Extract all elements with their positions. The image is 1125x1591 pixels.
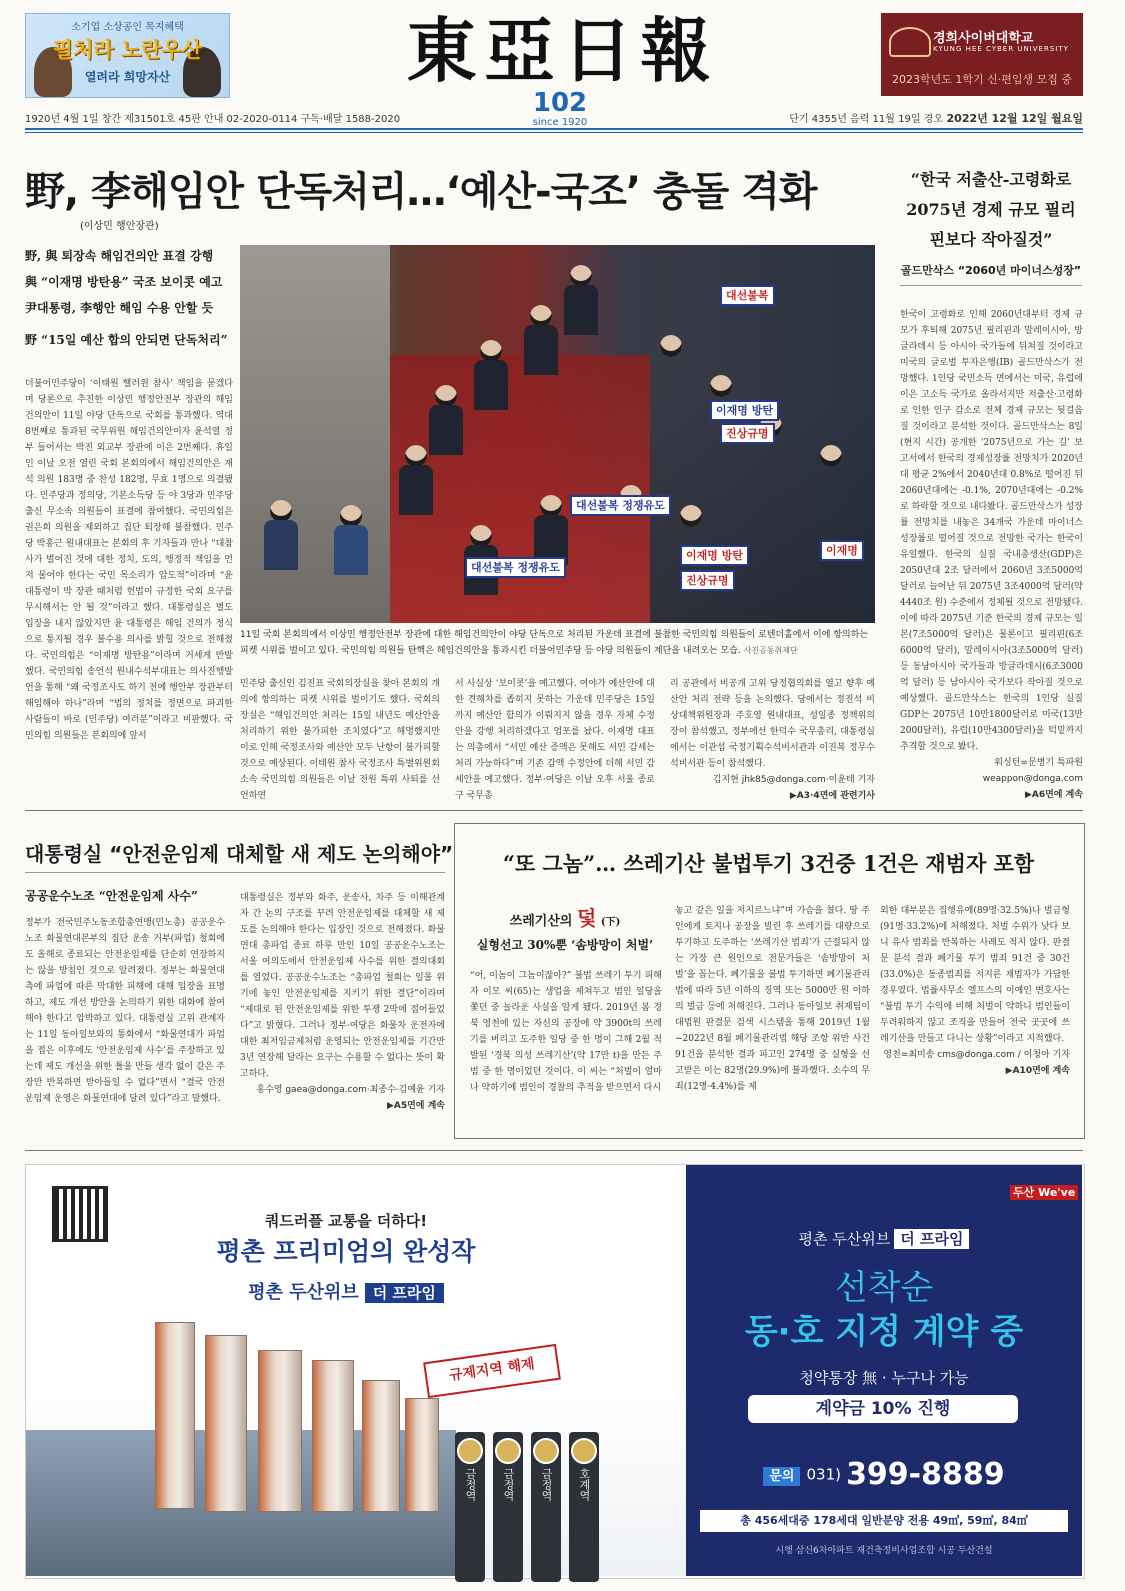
ad-right-line1 [686,1228,1082,1249]
ad-building [205,1335,247,1512]
protest-sign: 이재명 [820,540,864,561]
right-story-text: 한국이 고령화로 인해 2060년대부터 경제 규모가 후퇴해 2075년 필리핀과 말레이시아, 방글라데시 등 아시아 국가들에 뒤쳐질 것이라고 미국의 글로벌 투자은행(IB) 골드만삭스가 전망했다. 1인당 국민소득 면에서는 미국, 유럽에 이은 고소득 국가로 올라서지만 저출산·고령화로 인한 인구 감소로 전체 경제 규모는 뒷걸음질 것이라고 분석한 것이다. 골드만삭스는 8일(현지 시간) 공개한 ‘2075년으로 가는 길’ 보고서에서 한국의 경제성장률 전망치가 2020년대 평균 2%에서 2040년대 0.8%로 떨어진 뒤 2060년대에는 -0.1%, 2070년대에는 -0.2%로 하락할 것으로 내다봤다. 골드만삭스가 성장률 전망치를 내놓은 34개국 가운데 마이너스 성장률로 떨어질 것으로 전망한 국가는 한국이 유일했다. 한국의 실질 국내총생산(GDP)은 2050년대 2조 달러에서 2060년 3조5000억 달러로 늘어난 뒤 2075년 3조4000억 달러(약 4440조 원) 수준에서 정체될 것으로 전망됐다. 이에 따라 2075년 기준 한국의 경제 규모는 일본(7조5000억 달러)은 물론이고 필리핀(6조6000억 달러), 말레이시아(3조5000억 달러) 등 동남아시아 국가들과 방글라데시(6조3000억 달러) 등 남아시아 국가보다 작아질 것으로 예상했다. 골드만삭스는 한국의 1인당 실질 GDP는 2075년 10만1800달러로 미국(13만2000달러), 유럽(10만4300달러)을 턱밑까지 추격할 것으로 봤다. [900,310,1083,752]
ad-university-name: 경희사이버대학교 [933,31,1034,46]
story2-byline: 홍수영 gaea@donga.com·최종수·김예윤 기자 [256,1085,445,1095]
ad-university-name-en: KYUNG HEE CYBER UNIVERSITY [933,45,1069,53]
lead-subhead: 野 “15일 예산 합의 안되면 단독처리” [25,333,228,347]
station-name: 호계역 [578,1468,591,1501]
lead-photo-caption [240,628,875,659]
ad-phone-number[interactable]: 399-8889 [846,1457,1005,1492]
ad-right-line2: 선착순 [834,1268,934,1308]
right-story-headline[interactable]: “한국 저출산-고령화로 2075년 경제 규모 필리핀보다 작아질것” [906,170,1076,249]
story3-sub: 실형선고 30%뿐 ‘솜방망이 처벌’ [476,938,654,952]
story2-rule [25,872,445,873]
person-head [405,445,427,467]
masthead-rule [25,128,1083,130]
protest-sign: 대선불복 [720,285,775,306]
ad-building [312,1360,354,1512]
ad-top-right[interactable] [881,13,1083,96]
ad-right-line3: 동·호 지정 계약 중 [744,1312,1024,1352]
story2-col2 [240,890,445,1114]
ad-right-line4: 청약통장 無 · 누구나 가능 [799,1369,969,1387]
ad-top-left[interactable] [25,13,230,98]
ad-right-line8: 시행 삼신6차아파트 재건축정비사업조합 시공 두산건설 [775,1546,993,1556]
dateline-date: 2022년 12월 12일 월요일 [946,112,1083,125]
person-body [399,465,433,515]
lead-photo[interactable] [240,245,875,623]
person-head [820,445,842,467]
section-rule [25,810,1083,811]
right-story-body [900,307,1083,803]
protest-sign: 이재명 방탄 [710,400,779,421]
protest-sign: 대선불복 정쟁유도 [570,495,671,516]
ad-right-line1-text: 평촌 두산위브 [798,1230,891,1248]
anniversary-number: 102 [532,88,588,118]
station-name: 금정역 [502,1468,515,1501]
right-story-sub: 골드만삭스 “2060년 마이너스성장” [900,264,1082,277]
person-head [680,505,702,527]
right-story-byline: 워싱턴=문병기 특파원 weappon@donga.com [982,758,1083,784]
person-body [474,360,508,410]
lead-body-col3: 서 사실상 ‘보이콧’을 예고했다. 여야가 예산안에 대한 견해차를 좁히지 못하는 가운데 민주당은 15일까지 예산안 합의가 이뤄지지 않을 경우 자체 수정안을 강행 처리하겠다고 엄포를 놨다. 이재명 대표는 의총에서 “서민 예산 증액은 못해도 서민 감세는 처리 가능하다”며 기존 감액 수정안에 더해 서민 감세안을 예고했다. 정부·여당은 이날 오후 서울 종로구 국무총 [455,679,655,801]
lead-head-note: (이상민 행안장관) [80,221,159,232]
right-story-rule [900,285,1082,286]
story2-sub: 공공운수노조 “안전운임제 사수” [25,889,198,903]
ad-top-left-line3: 열려라 희망자산 [84,70,171,84]
story2-headline[interactable]: 대통령실 “안전운임제 대체할 새 제도 논의해야” [25,842,454,866]
station-marker [531,1432,561,1582]
person-head [710,375,732,397]
story3-ref-link[interactable]: ▶A10면에 계속 [1005,1066,1070,1076]
brand-logo [1010,1184,1078,1200]
ad-building [258,1350,302,1512]
ad-top-left-line1: 소기업 소상공인 목지혜택 [71,22,184,33]
anniversary-since: since 1920 [532,117,588,128]
person-head [340,505,362,527]
station-dot-icon [495,1438,521,1464]
ad-university-notice: 2023학년도 1학기 신·편입생 모집 중 [892,73,1072,86]
lead-ref-link[interactable]: ▶A3·4면에 관련기사 [789,791,875,801]
lead-body-col2: 민주당 출신인 김진표 국회의장실을 찾아 본회의 개의에 항의하는 피켓 시위를 벌이기도 했다. 국회의장실은 “해임건의안 처리는 15일 내년도 예산안을 처리하기 위한 불가피한 조치였다”고 해명했지만 이로 인해 국정조사와 예산안 모두 난항이 불가피할 것으로 예상된다. 이태원 참사 국정조사 특별위원회 소속 국민의힘 의원들은 이날 전원 특위 사퇴를 선언하면 [240,679,440,801]
person-head [435,385,457,407]
caption-text: 11일 국회 본회의에서 이상민 행정안전부 장관에 대한 해임건의안이 야당 단독으로 처리된 가운데 표결에 불참한 국민의힘 의원들이 로텐더홀에서 이에 항의하는 피켓 시위를 벌이고 있다. 국민의힘 의원들 탄핵은 해임건의안을 통과시킨 더불어민주당 등 야당 의원들이 계단을 내려오는 모습. [240,630,869,656]
lead-subheads [25,243,233,353]
lead-subhead: 與 “이재명 방탄용” 국조 보이콧 예고 [25,275,223,289]
lead-headline[interactable]: 野, 李해임안 단독처리…‘예산-국조’ 충돌 격화 [25,169,817,215]
person-body [334,525,368,575]
story3-col1: “어, 이놈이 그놈이잖아?” 불법 쓰레기 투기 피해자 이모 씨(65)는 생업을 제쳐두고 범인 일당을 쫓던 중 놀라운 사실을 알게 됐다. 2019년 봄 경북 영천에 있는 자신의 공장에 약 3900t의 쓰레기를 버리고 도주한 일당 중 한 명이 그해 2월 적발된 ‘경북 의성 쓰레기산’(약 17만 t)을 만든 주범 중 한 명이었던 것이다. 이 씨는 “처벌이 얼마나 약하기에 범인이 경찰의 추적을 받으면서 다시 [470,971,662,1093]
series-post: (下) [600,917,621,928]
series-word: 덫 [577,906,597,930]
story3-col3-text: 외한 대부분은 집행유예(89명·32.5%)나 벌금형(91명·33.2%)에 처해졌다. 처벌 수위가 낮다 보니 유사 범죄를 반복하는 사례도 적지 않다. 판결문 분석 결과 폐기물 투기 범죄 91건 중 30건(33.0%)은 동종범죄를 저지른 재범자가 가담한 경우였다. 법률사무소 엘프스의 이예인 변호사는 “불법 투기 수익에 비해 처벌이 약하니 범인들이 두려워하지 않고 조직을 만들어 전국 곳곳에 쓰레기산을 만들고 다니는 상황”이라고 지적했다. [880,906,1070,1044]
story3-col2: 놓고 같은 일을 저지르느냐”며 가슴을 쳤다. 땅 주인에게 토지나 공장을 빌린 후 쓰레기를 대량으로 투기하고 도주하는 ‘쓰레기산 범죄’가 근절되지 않는 가장 큰 원인으로 전문가들은 ‘솜방망이 처벌’을 꼽는다. 폐기물을 불법 투기하면 폐기물관리법에 따라 5년 이하의 징역 또는 5000만 원 이하의 벌금 등에 처해진다. 그러나 동아일보 취재팀이 대법원 판결문 검색 시스템을 통해 2019년 1월~2022년 8월 폐기물관리법 해당 조항 위반 사건 91건을 분석한 결과 피고인 274명 중 실형을 선고받은 이는 82명(29.9%)에 불과했다. 소수의 무죄(12명·4.4%)를 제 [675,906,870,1092]
right-story-ref-link[interactable]: ▶A6면에 계속 [1024,790,1083,800]
person-head [570,265,592,287]
person-head [270,500,292,522]
brand-logo-text: 두산 We've [1010,1185,1078,1200]
station-dot-icon [457,1438,483,1464]
station-marker [569,1432,599,1582]
story3-headline[interactable]: “또 그놈”… 쓰레기산 불법투기 3건중 1건은 재범자 포함 [502,851,1035,876]
series-pre: 쓰레기산의 [509,914,573,929]
dateline-lunar: 단기 4355년 음력 11월 19일 경오 [789,114,943,125]
ad-line1: 쿼드러플 교통을 더하다! [264,1212,428,1230]
ad-area-code: 031) [806,1465,841,1484]
lead-subhead: 尹대통령, 李행안 해임 수용 안할 듯 [25,301,214,315]
university-emblem-icon [889,27,931,57]
lead-col4-text: 리 공관에서 비공개 고위 당정협의회를 열고 향후 예산안 처리 전략 등을 논의했다. 당에서는 정진석 비상대책위원장과 주호영 원내대표, 성일종 정책위의장이 참석했고, 정부에선 한덕수 국무총리, 대통령실에서는 이관섭 국정기획수석비서관과 이진복 정무수석비서관 등이 참석했다. [670,679,875,769]
ad-phone-line[interactable] [686,1457,1082,1492]
person-body [564,285,598,335]
person-body [264,520,298,570]
ad-building [362,1380,400,1512]
ad-building [155,1322,195,1509]
protest-sign: 진상규명 [680,570,735,591]
ad-line2: 평촌 프리미엄의 완성작 [216,1237,476,1266]
masthead-rule-thin [25,132,1083,133]
ad-line3-tag: 더 프라임 [365,1283,444,1303]
person-head [660,335,682,357]
person-body [524,325,558,375]
station-name: 금정역 [540,1468,553,1501]
person-head [480,340,502,362]
ad-inquiry-label: 문의 [763,1467,800,1486]
station-name: 금정역 [464,1468,477,1501]
lead-byline: 김지현 jhk85@donga.com·이윤태 기자 [712,775,875,785]
station-dot-icon [571,1438,597,1464]
story3-byline: 영천=최미송 cms@donga.com / 이청아 기자 [883,1050,1070,1060]
ad-rule [25,1150,1083,1151]
ad-top-left-line2: 필처라 노란우산 [52,38,203,62]
person-head [470,525,492,547]
story3-col3 [880,903,1070,1079]
photo-credit: 사진공동취재단 [743,646,798,655]
dateline-left: 1920년 4월 1일 창간 제31501호 45판 안내 02-2020-0114 구독·배달 1588-2020 [25,114,401,125]
station-marker [493,1432,523,1582]
person-body [429,405,463,455]
ad-right-line1-tag: 더 프라임 [894,1229,969,1249]
masthead-title: 東亞日報 [406,9,719,92]
lead-body-col1: 더불어민주당이 ‘이태원 핼러윈 참사’ 책임을 묻겠다며 당론으로 추진한 이상민 행정안전부 장관의 해임건의안이 11일 야당 단독으로 국회를 통과했다. 역대 8번째로 통과된 국무위원 해임건의안이자 윤석열 정부 들어서는 박진 외교부 장관에 이은 2번째다. 휴일인 이날 오전 열린 국회 본회의에서 해임건의안은 재석 의원 183명 중 찬성 182명, 무효 1명으로 의결됐다. 민주당과 정의당, 기본소득당 등 야 3당과 민주당 출신 무소속 의원들이 표결에 참여했다. 국민의힘은 권은희 의원을 제외하고 집단 퇴장해 불참했다. 민주당 박홍근 원내대표는 본회의 후 기자들과 만나 “대참사가 벌어진 것에 대한 정치, 도의, 행정적 책임을 먼저 물어야 한다는 국민 목소리가 압도적”이라며 “윤 대통령이 박 장관 때처럼 헌법이 규정한 국회 요구를 무시해서는 안 될 것”이라고 했다. 대통령실은 별도 입장을 내지 않았지만 윤 대통령은 해임 건의가 정식으로 통지될 경우 불수용 의사를 밝힐 것으로 전해졌다. 국민의힘은 “이재명 방탄용”이라며 거세게 반발했다. 국민의힘 송언석 원내수석부대표는 의사진행발언을 통해 “왜 국정조사도 하기 전에 행안부 장관부터 해임해야 하나”라며 “법의 정치를 정면으로 파괴한 사람들이 바로 (민주당) 여러분”이라고 비판했다. 국민의힘 의원들은 본회의에 앞서 [25,379,233,741]
station-marker [455,1432,485,1582]
dateline [25,110,1083,126]
ad-line3 [26,1278,666,1304]
person-head [540,495,562,517]
lead-body-col4 [670,676,875,804]
story2-col1: 정부가 전국민주노동조합총연맹(민노총) 공공운수노조 화물연대본부의 집단 운송 거부(파업) 철회에도 올해로 종료되는 안전운임제를 단순히 연장하지는 않을 방침인 것으로 알려졌다. 정부는 화물연대 측에 파업에 따른 막대한 피해에 대해 입장을 표명하고, 제도 개선 방안을 논의하기 위한 대화에 참여해야 한다고 압박하고 있다. 대통령실 고위 관계자는 11일 동아일보와의 통화에서 “화물연대가 파업을 접은 이후에도 ‘안전운임제 사수’를 주장하고 있는데 제도 개선을 위한 틀을 만들 생각 없이 같은 주장만 반복하면 받아들일 수 없다”면서 “결국 안전운임제 운영은 화물연대에 달려 있다”라고 말했다. [25,918,225,1104]
protest-sign: 대선불복 정쟁유도 [465,557,566,578]
ad-stamp: 규제지역 해제 [423,1344,561,1398]
protest-sign: 이재명 방탄 [680,545,749,566]
station-dot-icon [533,1438,559,1464]
ad-line3-text: 평촌 두산위브 [248,1282,359,1303]
lead-subhead: 野, 與 퇴장속 해임건의안 표결 강행 [25,249,214,263]
story2-ref-link[interactable]: ▶A5면에 계속 [386,1101,445,1111]
person-head [530,305,552,327]
ad-right-line5: 계약금 10% 진행 [748,1395,1018,1423]
story2-col2-text: 대통령실은 정부와 화주, 운송사, 차주 등 이해관계자 간 논의 구조를 꾸려 안전운임제를 대체할 새 제도를 논의해야 한다는 입장인 것으로 전해졌다. 화물연대 총파업 종료 하루 만인 10일 공공운수노조는 서울 여의도에서 안전운임제 사수를 위한 결의대회를 열었다. 공공운수노조는 “총파업 철회는 일몰 위기에 놓인 안전운임제를 지키기 위한 결단”이라며 “제대로 된 안전운임제를 위한 투쟁 2막에 접어들었다”고 밝혔다. 그러나 정부·여당은 화물차 운전자에 대한 최저임금제처럼 운영되는 안전운임제를 기간만 3년 연장해 달라는 요구는 수용할 수 없다는 뜻이 확고하다. [240,893,445,1079]
story3-series [470,902,660,931]
ad-right-line7: 총 456세대중 178세대 일반분양 전용 49㎡, 59㎡, 84㎡ [700,1510,1068,1532]
protest-sign: 진상규명 [720,423,775,444]
ad-building [405,1398,439,1512]
